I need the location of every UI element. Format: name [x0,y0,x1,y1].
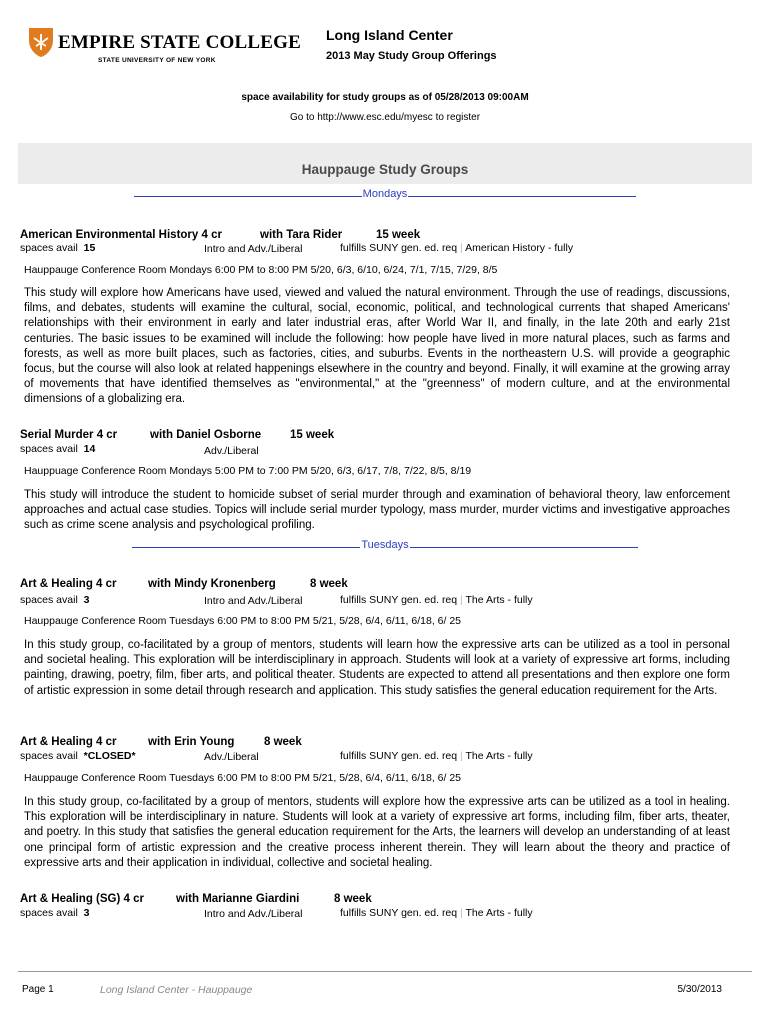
course-weeks: 15 week [376,229,421,241]
logo-name: EMPIRE STATE COLLEGE [58,32,301,53]
divider-line [408,196,636,197]
course-schedule: Hauppauge Conference Room Mondays 6:00 PM to 8:00 PM 5/20, 6/3, 6/10, 6/24, 7/1, 7/15, 7/29, 8/5 [24,264,498,276]
spaces-count: 14 [83,443,96,455]
spaces-label: spaces avail [20,750,78,762]
gen-ed-requirement: fulfills SUNY gen. ed. req | The Arts - fully [340,750,533,762]
day-label: Mondays [362,188,408,200]
spaces-label: spaces avail [20,443,78,455]
spaces-count: 15 [83,242,96,254]
course-title: American Environmental History 4 cr [20,229,222,241]
gen-ed-area: The Arts - fully [465,750,533,762]
logo-subtitle: STATE UNIVERSITY OF NEW YORK [98,57,216,64]
spaces-available [20,443,95,455]
course-instructor: with Daniel Osborne [150,429,262,441]
course-schedule: Hauppauge Conference Room Tuesdays 6:00 PM to 8:00 PM 5/21, 5/28, 6/4, 6/11, 6/18, 6/ 25 [24,615,462,627]
spaces-label: spaces avail [20,242,78,254]
course-description: In this study group, co-facilitated by a group of mentors, students will learn how the expressive arts can be utilized as a tool in personal and societal healing. This exploration will be interdisciplinary in approach. Students will look at a variety of expressive art forms, including painting, drawing, poetry, film, fiber arts, and political theater. Students are expected to attend all presentations and then explore one form of artistic expression in some detail through research and application. This study satisfies the general education requirement for the Arts. [24,639,730,697]
gen-ed-requirement: fulfills SUNY gen. ed. req | The Arts - fully [340,594,533,606]
course-weeks: 8 week [334,893,372,905]
day-heading-mondays [0,188,770,200]
document-subtitle: 2013 May Study Group Offerings [326,50,497,62]
course-weeks: 8 week [264,736,302,748]
course-description: This study will explore how Americans have used, viewed and valued the natural environment. Through the use of readings, discussions, films, and debates, students will examine the cultural, social, economic, political, and technological currents that shaped Americans' relationships with their environment in early and later industrial eras, after World War II, and finally, in the late 20th and early 21st centuries. The basic issues to be examined will include the following: how people have lived in more natural places, such as farms and forests, as well as more built places, such as factories, cities, and suburbs. Events in the northeastern U.S. will provide a geographic focus, but the course will also look at related happenings elsewhere in the country and beyond. Finally, it will examine at the growing array of movements that have identified themselves as "environmental," at the "greenness" of modern culture, and at the environmental dimensions of a globalizing era. [24,287,730,406]
gen-ed-area: The Arts - fully [465,907,533,919]
availability-note: space availability for study groups as of 05/28/2013 09:00AM [241,92,529,103]
spaces-count: *CLOSED* [83,750,136,762]
footer-center-label: Long Island Center - Hauppauge [100,984,253,996]
spaces-count: 3 [83,907,90,919]
gen-ed-area: The Arts - fully [465,594,533,606]
divider-line [134,196,362,197]
course-level: Intro and Adv./Liberal [204,908,303,920]
divider-line [132,547,360,548]
day-label: Tuesdays [361,539,409,551]
gen-ed-area: American History - fully [465,242,574,254]
course-instructor: with Erin Young [148,736,235,748]
college-logo [28,26,301,70]
course-weeks: 8 week [310,578,348,590]
course-schedule: Hauppuage Conference Room Mondays 5:00 PM to 7:00 PM 5/20, 6/3, 6/17, 7/8, 7/22, 8/5, 8/19 [24,465,472,477]
register-note: Go to http://www.esc.edu/myesc to register [289,112,481,123]
course-description: This study will introduce the student to homicide subset of serial murder through and examination of behavioral theory, law enforcement approaches and actual case studies. Topics will include serial murder typology, mass murder, murder victims and investigative approaches such as crime scene analysis and psychological profiling. [24,489,730,532]
footer-date: 5/30/2013 [677,984,722,995]
course-title: Serial Murder 4 cr [20,429,118,441]
spaces-available [20,750,136,762]
course-description: In this study group, co-facilitated by a group of mentors, students will explore how the expressive arts can be utilized as a tool in healing. This exploration will be interdisciplinary in nature. Students will look at a variety of expressive art forms, including film, fiber arts, theater, and poetry. In this study that satisfies the general education requirement for the Arts, the learners will develop an understanding of at least one principal form of artistic expression and the creative process inherent therein. They will learn about the theory and practice of expressive arts and their application in individual, collective and societal healing. [24,796,730,869]
spaces-label: spaces avail [20,907,78,919]
course-level: Intro and Adv./Liberal [204,243,303,255]
shield-icon [28,26,54,58]
course-title: Art & Healing 4 cr [20,736,117,748]
course-level: Adv./Liberal [204,751,259,763]
footer-rule [18,971,752,972]
document-title: Long Island Center [326,27,453,43]
day-heading-tuesdays [0,539,770,551]
course-schedule: Hauppauge Conference Room Tuesdays 6:00 PM to 8:00 PM 5/21, 5/28, 6/4, 6/11, 6/18, 6/ 25 [24,772,462,784]
course-instructor: with Marianne Giardini [176,893,300,905]
divider-line [410,547,638,548]
gen-ed-requirement: fulfills SUNY gen. ed. req | The Arts - fully [340,907,533,919]
page-number: Page 1 [22,984,54,995]
course-title: Art & Healing 4 cr [20,578,117,590]
course-instructor: with Tara Rider [260,229,343,241]
spaces-count: 3 [83,594,90,606]
course-level: Intro and Adv./Liberal [204,595,303,607]
spaces-available [20,907,89,919]
course-weeks: 15 week [290,429,335,441]
spaces-available [20,594,89,606]
course-instructor: with Mindy Kronenberg [148,578,276,590]
course-title: Art & Healing (SG) 4 cr [20,893,144,905]
spaces-label: spaces avail [20,594,78,606]
section-title: Hauppauge Study Groups [301,162,469,177]
gen-ed-requirement: fulfills SUNY gen. ed. req | American History - fully [340,242,574,254]
spaces-available [20,242,95,254]
course-level: Adv./Liberal [204,445,259,457]
